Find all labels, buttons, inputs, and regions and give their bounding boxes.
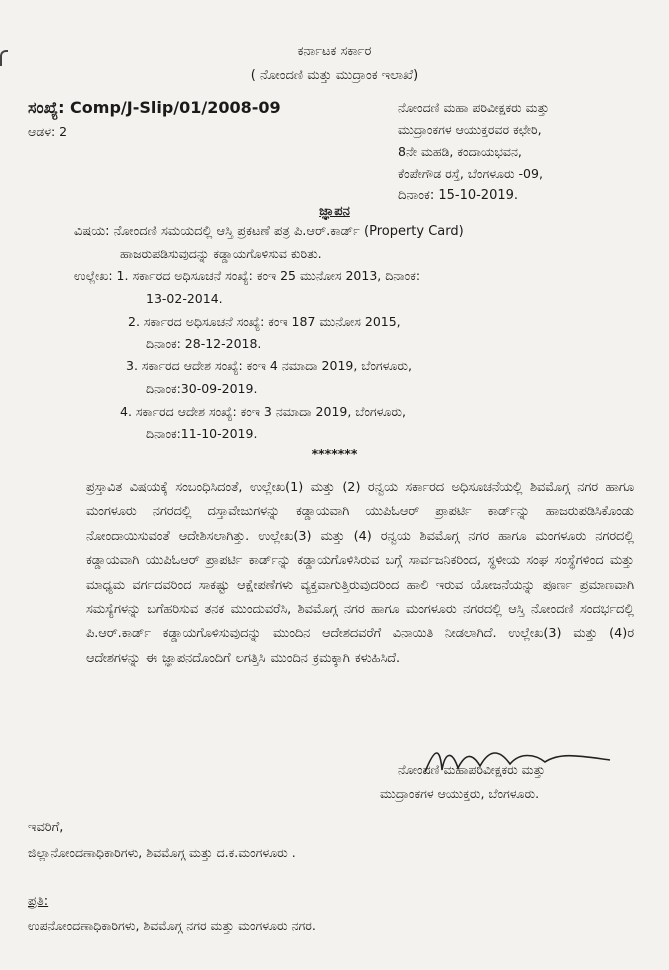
reference-2-date: ದಿನಾಂಕ: 28-12-2018. (146, 336, 262, 351)
subject-line-2: ಹಾಜರುಪಡಿಸುವುದನ್ನು ಕಡ್ಡಾಯಗೊಳಿಸುವ ಕುರಿತು. (120, 246, 322, 261)
copy-label: ಪ್ರತಿ: (28, 894, 49, 909)
enclosure-count: ಆಡಳ: 2 (28, 124, 68, 139)
memo-title: ಜ್ಞಾಪನ (319, 204, 350, 219)
memo-date: ದಿನಾಂಕ: 15-10-2019. (398, 188, 519, 203)
reference-1: ಉಲ್ಲೇಖ: 1. ಸರ್ಕಾರದ ಅಧಿಸೂಚನೆ ಸಂಖ್ಯೆ: ಕಂಇ 25 ಮುನೋಸ 2013, ದಿನಾಂಕ: (74, 268, 421, 283)
separator: ******* (311, 446, 358, 461)
reference-3: 3. ಸರ್ಕಾರದ ಆದೇಶ ಸಂಖ್ಯೆ: ಕಂಇ 4 ನಮಾದಾ 2019, ಬೆಂಗಳೂರು, (126, 358, 412, 373)
recipient-value: ಜಿಲ್ಲಾನೋಂದಣಾಧಿಕಾರಿಗಳು, ಶಿವಮೊಗ್ಗ ಮತ್ತು ದ.ಕ.ಮಂಗಳೂರು . (28, 845, 296, 860)
body-paragraph: ಪ್ರಸ್ತಾವಿತ ವಿಷಯಕ್ಕೆ ಸಂಬಂಧಿಸಿದಂತೆ, ಉಲ್ಲೇಖ(1) ಮತ್ತು (2) ರನ್ವಯ ಸರ್ಕಾರದ ಅಧಿಸೂಚನೆಯಲ್ಲಿ ಶಿವಮೊಗ್ಗ ನಗರ ಹಾಗೂ ಮಂಗಳೂರು ನಗರದಲ್ಲಿ ದಸ್ತಾವೇಜುಗಳನ್ನು ಕಡ್ಡಾಯವಾಗಿ ಯುಪಿಓಆರ್ ಪ್ರಾಪರ್ಟಿ ಕಾರ್ಡ್‌ನ್ನು ಹಾಜರುಪಡಿಸಿಕೊಂಡು ನೋಂದಾಯಿಸುವಂತೆ ಆದೇಶಿಸಲಾಗಿತ್ತು. ಉಲ್ಲೇಖ(3) ಮತ್ತು (4) ರನ್ವಯ ಶಿವಮೊಗ್ಗ ನಗರ ಹಾಗೂ ಮಂಗಳೂರು ನಗರದಲ್ಲಿ ಕಡ್ಡಾಯವಾಗಿ ಯುಪಿಓಆರ್ ಪ್ರಾಪರ್ಟಿ ಕಾರ್ಡ್‌ನ್ನು ಕಡ್ಡಾಯಗೊಳಿಸಿರುವ ಬಗ್ಗೆ ಸಾರ್ವಜನಿಕರಿಂದ, ಸ್ಥಳೀಯ ಸಂಘ ಸಂಸ್ಥೆಗಳಿಂದ ಮತ್ತು ಮಾಧ್ಯಮ ವರ್ಗದವರಿಂದ ಸಾಕಷ್ಟು ಆಕ್ಷೇಪಣೆಗಳು ವ್ಯಕ್ತವಾಗುತ್ತಿರುವುದರಿಂದ ಹಾಲಿ ಇರುವ ಯೋಜನೆಯನ್ನು ಪೂರ್ಣ ಪ್ರಮಾಣವಾಗಿ ಸಮಸ್ಯೆಗಳನ್ನು ಬಗೆಹರಿಸುವ ತನಕ ಮುಂದುವರೆಸಿ, ಶಿವಮೊಗ್ಗ ನಗರ ಹಾಗೂ ಮಂಗಳೂರು ನಗರದಲ್ಲಿ ಆಸ್ತಿ ನೋಂದಣಿ ಸಂದರ್ಭದಲ್ಲಿ ಪಿ.ಆರ್.ಕಾರ್ಡ್ ಕಡ್ಡಾಯಗೊಳಿಸುವುದನ್ನು ಮುಂದಿನ ಆದೇಶದವರೆಗೆ ವಿನಾಯಿತಿ ನೀಡಲಾಗಿದೆ. ಉಲ್ಲೇಖ(3) ಮತ್ತು (4)ರ ಆದೇಶಗಳನ್ನು ಈ ಜ್ಞಾಪನದೊಂದಿಗೆ ಲಗತ್ತಿಸಿ ಮುಂದಿನ ಕ್ರಮಕ್ಕಾಗಿ ಕಳುಹಿಸಿದೆ. (86, 480, 634, 666)
department-title: ( ನೋಂದಣಿ ಮತ್ತು ಮುದ್ರಾಂಕ ಇಲಾಖೆ) (250, 68, 419, 83)
reference-4: 4. ಸರ್ಕಾರದ ಆದೇಶ ಸಂಖ್ಯೆ: ಕಂಇ 3 ನಮಾದಾ 2019, ಬೆಂಗಳೂರು, (120, 404, 406, 419)
office-line-4: ಕೆಂಪೇಗೌಡ ರಸ್ತೆ, ಬೆಂಗಳೂರು -09, (398, 166, 543, 181)
signatory-title-1: ನೋಂದಣಿ ಮಹಾಪರಿವೀಕ್ಷಕರು ಮತ್ತು (398, 762, 546, 777)
reference-number: ಸಂಖ್ಯೆ: Comp/J-Slip/01/2008-09 (28, 98, 281, 117)
reference-3-date: ದಿನಾಂಕ:30-09-2019. (146, 381, 258, 396)
government-title: ಕರ್ನಾಟಕ ಸರ್ಕಾರ (297, 44, 372, 59)
recipient-label: ಇವರಿಗೆ, (28, 820, 64, 835)
reference-1-date: 13-02-2014. (146, 291, 223, 306)
office-line-1: ನೋಂದಣಿ ಮಹಾ ಪರಿವೀಕ್ಷಕರು ಮತ್ತು (398, 100, 550, 115)
copy-value: ಉಪನೋಂದಣಾಧಿಕಾರಿಗಳು, ಶಿವಮೊಗ್ಗ ನಗರ ಮತ್ತು ಮಂಗಳೂರು ನಗರ. (28, 918, 316, 933)
office-line-3: 8ನೇ ಮಹಡಿ, ಕಂದಾಯಭವನ, (398, 144, 522, 159)
subject-line-1: ವಿಷಯ: ನೋಂದಣಿ ಸಮಯದಲ್ಲಿ ಆಸ್ತಿ ಪ್ರಕಟಣೆ ಪತ್ರ ಪಿ.ಆರ್.ಕಾರ್ಡ್ (Property Card) (74, 224, 464, 239)
signatory-title-2: ಮುದ್ರಾಂಕಗಳ ಆಯುಕ್ತರು, ಬೆಂಗಳೂರು. (380, 786, 540, 801)
reference-4-date: ದಿನಾಂಕ:11-10-2019. (146, 426, 258, 441)
office-line-2: ಮುದ್ರಾಂಕಗಳ ಆಯುಕ್ತರವರ ಕಛೇರಿ, (398, 122, 542, 137)
reference-2: 2. ಸರ್ಕಾರದ ಅಧಿಸೂಚನೆ ಸಂಖ್ಯೆ: ಕಂಇ 187 ಮುನೋಸ 2015, (128, 314, 401, 329)
